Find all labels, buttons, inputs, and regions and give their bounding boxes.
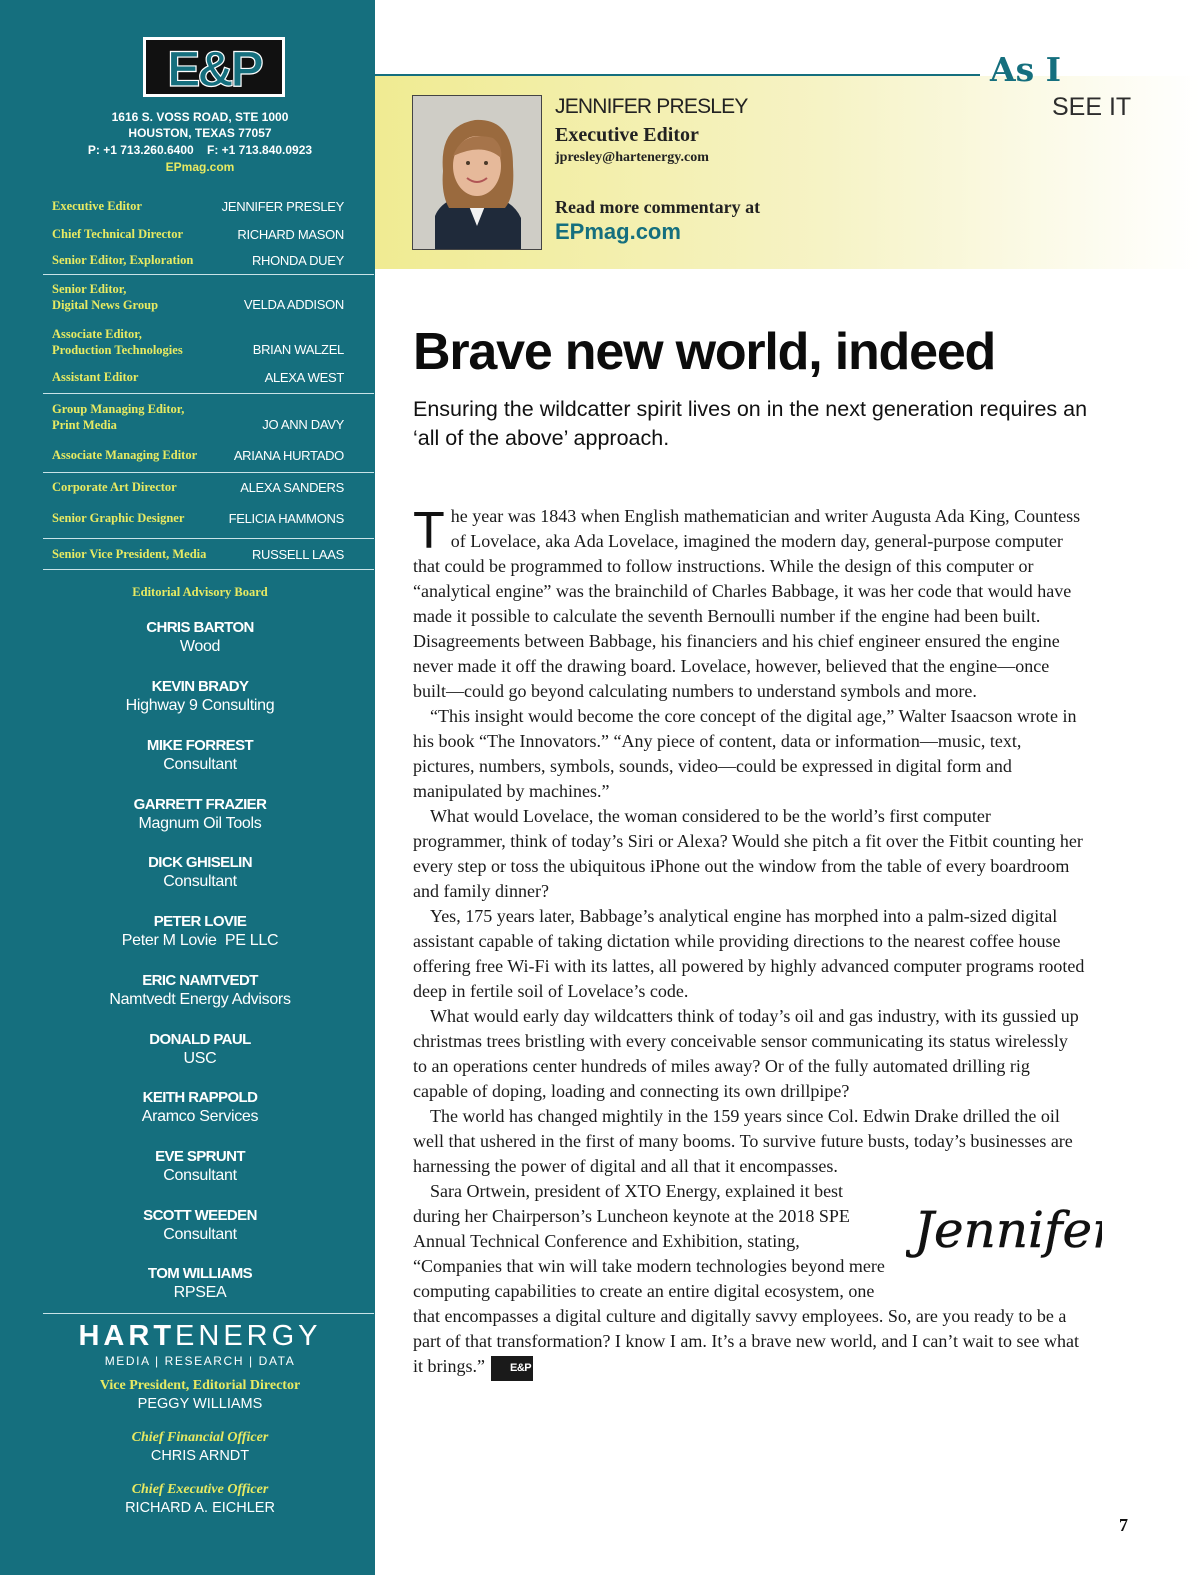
staff-name: RHONDA DUEY [251,253,344,268]
address-line-2: HOUSTON, TEXAS 77057 [128,126,272,140]
board-member-org: Namtvedt Energy Advisors [109,991,291,1008]
sidebar-divider [43,393,374,394]
paragraph-text: he year was 1843 when English mathematician and writer Augusta Ada King, Countess of Lovelace, aka Ada Lovelace, imagined the modern day, general-purpose computer that could be programmed to follow instructions. While the design of this computer or “analytical engine” was the brainchild of Charles Babbage, it was her code that would have made it possible to calculate the seventh Bernoulli number if the engine had been built. Disagreements between Babbage, his financiers and his chief engineer ensured the engine never made it off the drawing board. Lovelace, however, believed that the engine—once built—could go beyond calculating numbers to understand symbols and more. [413,506,1081,701]
staff-name: ALEXA WEST [264,370,344,385]
board-member-org: Peter M Lovie PE LLC [121,932,279,949]
svg-text:E&P: E&P [167,41,261,97]
staff-role-line: Print Media [52,417,117,432]
column-header-rule [375,74,980,76]
staff-role-line: Group Managing Editor, [52,402,185,416]
board-member-name: GARRETT FRAZIER [133,796,267,813]
board-member-org: Aramco Services [141,1108,259,1125]
hart-energy-logo [0,1320,400,1353]
staff-name: RICHARD MASON [237,227,344,242]
address-phones: P: +1 713.260.6400 F: +1 713.840.0923 [87,143,313,157]
board-member-name: CHRIS BARTON [146,619,254,636]
hart-name-bold: HART [78,1320,176,1352]
staff-role-line: Production Technologies [52,342,183,357]
article-paragraph [413,504,1085,704]
board-member-org: Highway 9 Consulting [125,697,275,714]
staff-role-line: Digital News Group [52,297,159,312]
staff-role: Chief Technical Director [52,227,183,241]
editor-portrait-icon [413,96,541,249]
staff-role: Executive Editor [52,199,142,213]
board-member-name: ERIC NAMTVEDT [142,972,258,989]
editor-title: Executive Editor [555,124,699,146]
board-member-org: Consultant [163,756,237,773]
executive-role: Vice President, Editorial Director [99,1378,301,1393]
board-member-org: Consultant [163,1167,237,1184]
editor-photo [412,95,542,250]
executive-name: RICHARD A. EICHLER [125,1500,275,1516]
staff-role-line: Associate Editor, [52,327,142,341]
board-title: Editorial Advisory Board [132,585,268,599]
ep-logo [143,37,285,97]
staff-role [52,327,183,358]
page-number: 7 [1119,1515,1128,1535]
article-paragraph: What would early day wildcatters think of today’s oil and gas industry, with its gussied up christmas trees bristling with every conceivable sensor communicating its status wirelessly to an operations center hundreds of miles away? Or of the fully automated drilling rig capable of doping, loading and connecting its own drillpipe? [413,1006,1079,1101]
more-commentary-link[interactable]: EPmag.com [555,219,681,244]
paragraph-text: Sara Ortwein, president of XTO Energy, explained it best during her Chairperson’s Luncheon keynote at the 2018 SPE Annual Technical Conference and Exhibition, stating, “Companies that win will take modern technologies beyond mere computing capabilities to create an entire digital ecosystem, one that encompasses a digital culture and digitally savvy employees. So, are you ready to be a part of that transformation? I know I am. It’s a brave new world, and I can’t wait to see what it brings.” [413,1181,1079,1376]
address-website[interactable]: EPmag.com [165,160,235,174]
staff-role: Associate Managing Editor [52,448,198,462]
hart-energy-tagline: MEDIA | RESEARCH | DATA [104,1354,296,1368]
staff-role: Senior Editor, Exploration [52,253,194,267]
board-member-name: PETER LOVIE [153,913,247,930]
board-member-org: USC [183,1050,217,1067]
board-member-org: RPSEA [173,1284,227,1301]
staff-name: BRIAN WALZEL [252,342,344,357]
staff-name: JO ANN DAVY [262,417,344,432]
sidebar-divider [43,274,374,275]
board-member-org: Wood [179,638,221,655]
staff-name: VELDA ADDISON [243,297,344,312]
editor-email-link[interactable]: jpresley@hartenergy.com [555,150,709,165]
signature-image [906,1185,1102,1287]
address-line-1: 1616 S. VOSS ROAD, STE 1000 [111,110,289,124]
board-member-org: Consultant [163,1226,237,1243]
staff-name: JENNIFER PRESLEY [221,199,344,214]
article-deck: Ensuring the wildcatter spirit lives on in the next generation requires an ‘all of the above’ approach. [413,397,1088,450]
board-member-org: Magnum Oil Tools [138,815,262,832]
board-member-name: DONALD PAUL [149,1031,251,1048]
drop-cap: T [413,502,445,560]
article-paragraph: What would Lovelace, the woman considered to be the world’s first computer programmer, think of today’s Siri or Alexa? Would she pitch a fit over the Fitbit counting her every step or toss the ubiquitous iPhone out the window from the table of every boardroom and family dinner? [413,806,1083,901]
executive-name: PEGGY WILLIAMS [137,1396,263,1412]
board-member-name: SCOTT WEEDEN [143,1207,257,1224]
board-member-name: KEVIN BRADY [151,678,249,695]
staff-role [52,282,158,313]
sidebar-divider [43,472,374,473]
end-mark-logo: E&P [491,1356,533,1381]
article-paragraph [413,1179,1102,1381]
board-member-name: DICK GHISELIN [148,854,252,871]
more-commentary-label: Read more commentary at [555,197,761,217]
staff-role: Senior Graphic Designer [52,511,185,525]
board-member-org: Consultant [163,873,237,890]
board-member-name: KEITH RAPPOLD [142,1089,258,1106]
staff-name: ALEXA SANDERS [240,480,344,495]
executive-role: Chief Executive Officer [131,1482,269,1497]
article-headline: Brave new world, indeed [413,323,996,381]
board-member-name: EVE SPRUNT [155,1148,245,1165]
column-title: As I [990,50,1062,89]
editor-name: JENNIFER PRESLEY [555,95,748,118]
article-paragraph: The world has changed mightily in the 159 years since Col. Edwin Drake drilled the oil well that ushered in the first of many booms. To survive future busts, today’s businesses are harnessing the power of digital and all that it encompasses. [413,1106,1073,1176]
signature [889,1185,1102,1287]
staff-name: RUSSELL LAAS [251,547,344,562]
sidebar-divider [43,1313,374,1314]
staff-role: Senior Vice President, Media [52,547,207,561]
staff-role: Corporate Art Director [52,480,177,494]
staff-role: Assistant Editor [52,370,139,384]
article-paragraph: “This insight would become the core concept of the digital age,” Walter Isaacson wrote in his book “The Innovators.” “Any piece of content, data or information—music, text, pictures, numbers, symbols, sounds, video—could be expressed in digital form and manipulated by machines.” [413,706,1077,801]
staff-name: ARIANA HURTADO [233,448,344,463]
staff-role-line: Senior Editor, [52,282,127,296]
sidebar-divider [43,569,374,570]
staff-name: FELICIA HAMMONS [228,511,344,526]
board-member-name: TOM WILLIAMS [147,1265,253,1282]
article-paragraph: Yes, 175 years later, Babbage’s analytical engine has morphed into a palm-sized digital assistant capable of taking dictation while providing directions to the nearest coffee house offering free Wi-Fi with its lattes, all powered by highly advanced computer programs rooted deep in fertile soil of Lovelace’s code. [413,906,1085,1001]
article-body [413,502,1102,1381]
board-member-name: MIKE FORREST [146,737,254,754]
staff-role [52,402,184,433]
sidebar-divider [43,538,374,539]
column-subtitle: SEE IT [1052,93,1132,121]
executive-name: CHRIS ARNDT [150,1448,250,1464]
masthead-sidebar [0,0,375,1575]
hart-name-light: ENERGY [175,1320,322,1352]
executive-role: Chief Financial Officer [131,1430,269,1445]
svg-text:Jennifer: Jennifer [914,1201,1102,1259]
